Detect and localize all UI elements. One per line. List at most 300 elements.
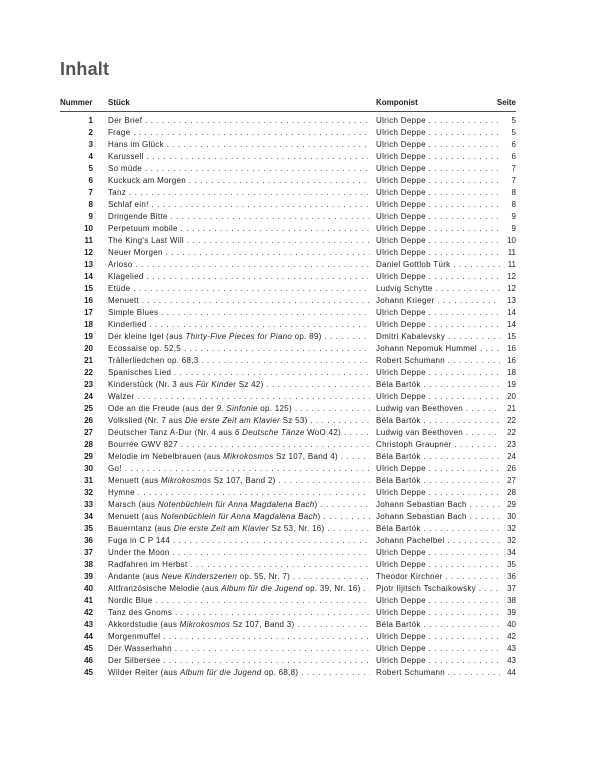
entry-page: 23 (500, 439, 516, 451)
entry-page: 5 (500, 115, 516, 127)
header-piece: Stück (108, 98, 130, 107)
entry-number: 45 (84, 644, 93, 653)
toc-entry (0, 511, 600, 523)
entry-number: 35 (84, 524, 93, 533)
entry-title-work: Notenbüchlein für Anna Magdalena Bach (157, 500, 315, 509)
entry-title (108, 187, 370, 199)
entry-composer (376, 199, 504, 211)
entry-composer (376, 355, 504, 367)
entry-title (108, 643, 370, 655)
entry-composer (376, 163, 504, 175)
entry-page: 19 (500, 379, 516, 391)
entry-title-text: Menuett (aus (108, 476, 161, 485)
entry-number: 10 (84, 224, 93, 233)
entry-composer (376, 211, 504, 223)
entry-composer (376, 415, 504, 427)
toc-entry (0, 655, 600, 667)
entry-composer (376, 547, 504, 559)
entry-title-text: Simple Blues (108, 308, 159, 317)
entry-title-work: Die erste Zeit am Klavier (185, 416, 281, 425)
entry-composer (376, 643, 504, 655)
entry-title (108, 283, 370, 295)
entry-composer (376, 511, 504, 523)
toc-entry (0, 199, 600, 211)
entry-title (108, 211, 370, 223)
entry-composer (376, 235, 504, 247)
entry-page: 38 (500, 595, 516, 607)
entry-page: 12 (500, 283, 516, 295)
entry-title-text: Akkordstudie (aus (108, 620, 180, 629)
entry-title-suffix: Sz 53, Nr. 16) (268, 524, 325, 533)
entry-title-text: Trällerliedchen op. 68,3 (108, 356, 199, 365)
toc-entry (0, 619, 600, 631)
entry-composer-text: Ulrich Deppe (376, 548, 426, 557)
entry-title (108, 151, 370, 163)
entry-title-work: Für Kinder (195, 380, 237, 389)
entry-composer-text: Ulrich Deppe (376, 320, 426, 329)
entry-title (108, 163, 370, 175)
entry-title (108, 379, 370, 391)
entry-number: 22 (84, 368, 93, 377)
entry-page: 13 (500, 295, 516, 307)
entry-page: 42 (500, 631, 516, 643)
entry-title (108, 391, 370, 403)
entry-title-text: Hymne (108, 488, 135, 497)
entry-composer-text: Johann Nepomuk Hummel (376, 344, 478, 353)
entry-page: 9 (500, 211, 516, 223)
toc-entry (0, 391, 600, 403)
entry-composer (376, 247, 504, 259)
entry-number: 38 (84, 560, 93, 569)
entry-title (108, 475, 370, 487)
entry-composer (376, 403, 504, 415)
entry-title (108, 259, 370, 271)
entry-page: 36 (500, 571, 516, 583)
entry-composer-text: Ulrich Deppe (376, 164, 426, 173)
entry-title-text: Fuga in C P 144 (108, 536, 171, 545)
entry-title-work: 6 Deutsche Tänze (234, 428, 305, 437)
entry-title-text: Bourrée GWV 827 (108, 440, 178, 449)
entry-number: 26 (84, 416, 93, 425)
entry-title-text: Volkslied (Nr. 7 aus (108, 416, 185, 425)
entry-number: 44 (84, 632, 93, 641)
entry-title-text: Kuckuck am Morgen (108, 176, 187, 185)
entry-number: 46 (84, 656, 93, 665)
toc-entry (0, 151, 600, 163)
entry-page: 14 (500, 307, 516, 319)
entry-composer (376, 583, 504, 595)
entry-title-work: Notenbüchlein für Anna Magdalena Bach (160, 512, 318, 521)
entry-number: 29 (84, 452, 93, 461)
toc-entry (0, 439, 600, 451)
toc-entry (0, 319, 600, 331)
entry-composer (376, 559, 504, 571)
entry-composer-text: Béla Bartók (376, 416, 421, 425)
entry-title-suffix: ) (314, 500, 318, 509)
toc-entry (0, 403, 600, 415)
entry-title (108, 295, 370, 307)
entry-title (108, 367, 370, 379)
toc-entry (0, 427, 600, 439)
entry-title (108, 619, 370, 631)
entry-page: 39 (500, 607, 516, 619)
toc-entry (0, 115, 600, 127)
toc-entry (0, 643, 600, 655)
toc-entry (0, 499, 600, 511)
entry-number: 23 (84, 380, 93, 389)
entry-page: 22 (500, 427, 516, 439)
toc-entry (0, 139, 600, 151)
toc-entry (0, 667, 600, 679)
entry-composer (376, 571, 504, 583)
entry-page: 7 (500, 163, 516, 175)
entry-title-text: Ecossaise op. 52,5 (108, 344, 181, 353)
entry-title-text: Altfranzösische Melodie (aus (108, 584, 222, 593)
entry-title-text: Melodie im Nebelbrauen (aus (108, 452, 224, 461)
entry-title-text: Ode an die Freude (aus der (108, 404, 217, 413)
entry-title (108, 247, 370, 259)
entry-title-text: Dringende Bitte (108, 212, 168, 221)
entry-page: 6 (500, 139, 516, 151)
entry-title (108, 547, 370, 559)
entry-title (108, 511, 370, 523)
entry-title-work: Album für die Jugend (179, 668, 262, 677)
entry-page: 35 (500, 559, 516, 571)
entry-composer (376, 367, 504, 379)
entry-page: 12 (500, 271, 516, 283)
entry-number: 30 (84, 464, 93, 473)
entry-title-text: Etüde (108, 284, 131, 293)
entry-title-text: Kinderlied (108, 320, 147, 329)
entry-title-text: Go! (108, 464, 122, 473)
toc-entry (0, 331, 600, 343)
entry-composer (376, 319, 504, 331)
entry-composer-text: Ulrich Deppe (376, 140, 426, 149)
entry-number: 37 (84, 548, 93, 557)
entry-composer-text: Ulrich Deppe (376, 248, 426, 257)
entry-composer (376, 259, 504, 271)
toc-entry (0, 523, 600, 535)
entry-page: 27 (500, 475, 516, 487)
entry-composer-text: Ulrich Deppe (376, 116, 426, 125)
entry-title (108, 319, 370, 331)
entry-title (108, 439, 370, 451)
entry-composer (376, 271, 504, 283)
toc-entry (0, 223, 600, 235)
entry-number: 14 (84, 272, 93, 281)
entry-composer (376, 139, 504, 151)
entry-title-suffix: op. 125) (257, 404, 292, 413)
toc-entry (0, 247, 600, 259)
entry-number: 4 (88, 152, 93, 161)
entry-title (108, 523, 370, 535)
entry-composer (376, 499, 504, 511)
entry-composer-text: Johann Sebastian Bach (376, 500, 467, 509)
entry-title-suffix: Sz 107, Band 2) (211, 476, 276, 485)
entry-number: 19 (84, 332, 93, 341)
entry-composer-text: Ulrich Deppe (376, 392, 426, 401)
entry-title-suffix: Sz 107, Band 3) (230, 620, 295, 629)
entry-number: 36 (84, 536, 93, 545)
entry-title-suffix: op. 55, Nr. 7) (237, 572, 291, 581)
entry-title-text: Menuett (aus (108, 512, 161, 521)
entry-page: 43 (500, 655, 516, 667)
toc-entry (0, 163, 600, 175)
toc-entry (0, 547, 600, 559)
toc-entry (0, 631, 600, 643)
entry-title (108, 451, 370, 463)
entry-title (108, 343, 370, 355)
entry-composer (376, 151, 504, 163)
entry-number: 41 (84, 596, 93, 605)
entry-title (108, 235, 370, 247)
entry-number: 31 (84, 476, 93, 485)
entry-page: 15 (500, 331, 516, 343)
entry-composer-text: Ulrich Deppe (376, 560, 426, 569)
entry-title (108, 571, 370, 583)
entry-number: 11 (84, 236, 93, 245)
toc-entry (0, 367, 600, 379)
entry-title-work: Mikrokosmos (223, 452, 274, 461)
entry-composer-text: Theodor Kirchner (376, 572, 443, 581)
entry-page: 8 (500, 199, 516, 211)
entry-composer-text: Béla Bartók (376, 452, 421, 461)
entry-title-suffix: op. 39, Nr. 16) (302, 584, 361, 593)
entry-page: 21 (500, 403, 516, 415)
toc-entry (0, 283, 600, 295)
entry-composer (376, 187, 504, 199)
entry-page: 28 (500, 487, 516, 499)
entry-number: 21 (84, 356, 93, 365)
toc-entry (0, 487, 600, 499)
entry-title (108, 463, 370, 475)
entry-title-work: Mikrokosmos (179, 620, 231, 629)
entry-number: 45 (84, 668, 93, 677)
entry-composer (376, 535, 504, 547)
entry-page: 9 (500, 223, 516, 235)
entry-page: 22 (500, 415, 516, 427)
entry-title-text: Nordic Blue (108, 596, 153, 605)
entry-composer (376, 631, 504, 643)
entry-composer (376, 667, 504, 679)
toc-entry (0, 379, 600, 391)
entry-composer-text: Ulrich Deppe (376, 632, 426, 641)
entry-title-suffix: op. 89) (292, 332, 322, 341)
toc-entry (0, 307, 600, 319)
entry-composer-text: Ulrich Deppe (376, 464, 426, 473)
toc-entry (0, 595, 600, 607)
entry-title-text: Frage (108, 128, 131, 137)
entry-composer-text: Dmitri Kabalevsky (376, 332, 446, 341)
entry-composer (376, 451, 504, 463)
entry-title (108, 583, 370, 595)
entry-number: 28 (84, 440, 93, 449)
toc-entry (0, 211, 600, 223)
entry-number: 17 (84, 308, 93, 317)
entry-number: 15 (84, 284, 93, 293)
entry-title (108, 307, 370, 319)
page-title: Inhalt (60, 59, 110, 79)
entry-title-text: Walzer (108, 392, 135, 401)
entry-title-text: Tanz des Gnoms (108, 608, 173, 617)
entry-composer-text: Robert Schumann (376, 356, 445, 365)
entry-composer-text: Ludwig van Beethoven (376, 404, 463, 413)
entry-composer-text: Daniel Gottlob Türk (376, 260, 451, 269)
entry-composer-text: Ulrich Deppe (376, 608, 426, 617)
entry-composer-text: Ulrich Deppe (376, 488, 426, 497)
entry-composer-text: Béla Bartók (376, 620, 421, 629)
entry-number: 6 (88, 176, 93, 185)
entry-page: 16 (500, 355, 516, 367)
entry-title (108, 655, 370, 667)
entry-title-text: Under the Moon (108, 548, 170, 557)
entry-title-work: Neue Kinderszenen (161, 572, 238, 581)
entry-title (108, 607, 370, 619)
toc-entry (0, 295, 600, 307)
entry-page: 44 (500, 667, 516, 679)
entry-title-text: Schlaf ein! (108, 200, 149, 209)
entry-title (108, 355, 370, 367)
entry-title (108, 223, 370, 235)
header-page: Seite (496, 98, 516, 107)
entry-title (108, 667, 370, 679)
toc-entry (0, 535, 600, 547)
entry-composer-text: Béla Bartók (376, 524, 421, 533)
entry-composer-text: Ulrich Deppe (376, 236, 426, 245)
entry-composer-text: Johann Pachelbel (376, 536, 445, 545)
entry-title (108, 631, 370, 643)
entry-page: 20 (500, 391, 516, 403)
entry-title (108, 139, 370, 151)
entry-page: 5 (500, 127, 516, 139)
entry-number: 34 (84, 512, 93, 521)
entry-title (108, 595, 370, 607)
entry-title-text: The King's Last Will (108, 236, 184, 245)
entry-title (108, 487, 370, 499)
toc-entry (0, 175, 600, 187)
entry-composer-text: Pjotr Iljitsch Tschaikowsky (376, 584, 476, 593)
entry-composer (376, 343, 504, 355)
toc-entry (0, 559, 600, 571)
entry-composer (376, 619, 504, 631)
entry-number: 42 (84, 608, 93, 617)
entry-composer (376, 595, 504, 607)
entry-page: 18 (500, 367, 516, 379)
toc-entry (0, 235, 600, 247)
entry-composer-text: Ulrich Deppe (376, 368, 426, 377)
entry-number: 8 (88, 200, 93, 209)
entry-composer (376, 523, 504, 535)
entry-number: 40 (84, 584, 93, 593)
toc-entry (0, 343, 600, 355)
entry-composer (376, 391, 504, 403)
entry-composer (376, 487, 504, 499)
entry-page: 16 (500, 343, 516, 355)
entry-composer-text: Béla Bartók (376, 380, 421, 389)
toc-entry (0, 355, 600, 367)
entry-composer (376, 307, 504, 319)
entry-title-text: Morgenmuffel (108, 632, 161, 641)
entry-composer-text: Ulrich Deppe (376, 224, 426, 233)
entry-number: 12 (84, 248, 93, 257)
entry-composer (376, 463, 504, 475)
entry-title (108, 499, 370, 511)
entry-page: 10 (500, 235, 516, 247)
entry-title-work: Album für die Jugend (221, 584, 303, 593)
entry-title (108, 175, 370, 187)
entry-number: 1 (88, 116, 93, 125)
entry-composer (376, 175, 504, 187)
entry-title-text: Der Wasserhahn (108, 644, 172, 653)
entry-number: 25 (84, 404, 93, 413)
entry-composer-text: Ulrich Deppe (376, 656, 426, 665)
entry-composer-text: Ulrich Deppe (376, 308, 426, 317)
entry-page: 40 (500, 619, 516, 631)
entry-page: 7 (500, 175, 516, 187)
entry-composer (376, 427, 504, 439)
entry-composer-text: Ulrich Deppe (376, 128, 426, 137)
entry-title-work: 9. Sinfonie (216, 404, 258, 413)
entry-title-text: Radfahren im Herbst (108, 560, 188, 569)
entry-title-text: Tanz (108, 188, 127, 197)
entry-title-work: Die erste Zeit am Klavier (173, 524, 269, 533)
entry-number: 33 (84, 500, 93, 509)
entry-composer-text: Ulrich Deppe (376, 212, 426, 221)
entry-composer (376, 439, 504, 451)
entry-title-text: Karussell (108, 152, 144, 161)
entry-title-text: Kinderstück (Nr. 3 aus (108, 380, 196, 389)
entry-number: 5 (88, 164, 93, 173)
entry-title-text: Perpetuum mobile (108, 224, 178, 233)
entry-title-text: Hans im Glück (108, 140, 164, 149)
entry-number: 43 (84, 620, 93, 629)
entry-composer-text: Ulrich Deppe (376, 152, 426, 161)
entry-composer (376, 223, 504, 235)
entry-title-work: Mikrokosmos (160, 476, 212, 485)
entry-title-text: Klagelied (108, 272, 144, 281)
toc-entry (0, 127, 600, 139)
entry-page: 11 (500, 247, 516, 259)
entry-composer (376, 295, 504, 307)
entry-composer (376, 475, 504, 487)
entry-composer-text: Ulrich Deppe (376, 644, 426, 653)
entry-composer-text: Béla Bartók (376, 476, 421, 485)
toc-entry (0, 271, 600, 283)
entry-number: 3 (88, 140, 93, 149)
entry-title-text: Wilder Reiter (aus (108, 668, 180, 677)
entry-composer-text: Ulrich Deppe (376, 596, 426, 605)
header-composer: Komponist (376, 98, 418, 107)
entry-composer-text: Johann Sebastian Bach (376, 512, 467, 521)
toc-entry (0, 475, 600, 487)
entry-title-text: Der Brief (108, 116, 143, 125)
entry-title-text: Arioso (108, 260, 133, 269)
entry-page: 30 (500, 511, 516, 523)
entry-page: 32 (500, 535, 516, 547)
entry-title-text: Spanisches Lied (108, 368, 172, 377)
entry-page: 6 (500, 151, 516, 163)
entry-composer-text: Ulrich Deppe (376, 176, 426, 185)
entry-number: 27 (84, 428, 93, 437)
entry-composer-text: Ulrich Deppe (376, 188, 426, 197)
entry-composer-text: Johann Krieger (376, 296, 435, 305)
entry-composer-text: Ludvig Schytte (376, 284, 433, 293)
toc-entry (0, 583, 600, 595)
entry-title (108, 271, 370, 283)
entry-page: 43 (500, 643, 516, 655)
entry-composer (376, 379, 504, 391)
entry-composer-text: Robert Schumann (376, 668, 445, 677)
